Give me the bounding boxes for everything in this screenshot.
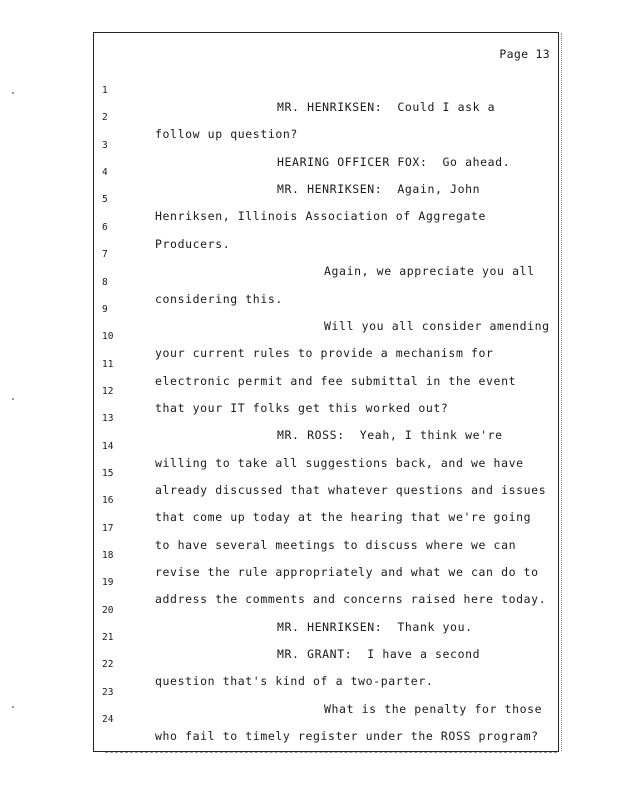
line-number: 22 <box>102 659 114 670</box>
transcript-line <box>94 423 558 470</box>
transcript-line <box>94 67 558 114</box>
line-number: 10 <box>102 331 114 342</box>
line-text: What is the penalty for those <box>324 702 543 716</box>
transcript-line <box>94 149 558 196</box>
scan-speck <box>12 706 14 708</box>
line-text: revise the rule appropriately and what we can do to <box>155 565 539 579</box>
line-text: Again, we appreciate you all <box>324 264 535 278</box>
page-frame <box>93 32 559 752</box>
line-number: 12 <box>102 386 114 397</box>
transcript-line <box>94 259 558 306</box>
line-number: 18 <box>102 550 114 561</box>
line-number: 3 <box>102 140 108 151</box>
line-number: 2 <box>102 112 108 123</box>
line-text: Will you all consider amending <box>324 319 550 333</box>
line-number: 6 <box>102 222 108 233</box>
transcript-line <box>94 231 558 278</box>
transcript-line <box>94 313 558 360</box>
line-number: 5 <box>102 194 108 205</box>
line-text: considering this. <box>155 292 283 306</box>
transcript-line <box>94 286 558 333</box>
transcript-line <box>94 614 558 661</box>
line-text: address the comments and concerns raised here today. <box>155 592 547 606</box>
line-text: MR. HENRIKSEN: Thank you. <box>277 620 473 634</box>
line-number: 13 <box>102 413 114 424</box>
line-text: Producers. <box>155 237 231 251</box>
line-number: 23 <box>102 687 114 698</box>
transcript-line <box>94 450 558 497</box>
line-text: that your IT folks get this worked out? <box>155 401 449 415</box>
line-text: MR. ROSS: Yeah, I think we're <box>277 428 503 442</box>
line-number: 11 <box>102 359 114 370</box>
line-text: who fail to timely register under the ROSS program? <box>155 729 539 743</box>
line-number: 17 <box>102 523 114 534</box>
line-number: 15 <box>102 468 114 479</box>
transcript-line <box>94 669 558 716</box>
scan-speck <box>12 92 14 94</box>
transcript-line <box>94 696 558 743</box>
transcript-line <box>94 176 558 223</box>
line-number: 19 <box>102 577 114 588</box>
transcript-line <box>94 532 558 579</box>
transcript-line <box>94 204 558 251</box>
line-number: 24 <box>102 714 114 725</box>
line-number: 16 <box>102 495 114 506</box>
line-text: that come up today at the hearing that we're going <box>155 510 532 524</box>
scan-edge <box>105 752 557 753</box>
line-number: 9 <box>102 304 108 315</box>
line-number: 4 <box>102 167 108 178</box>
line-text: MR. GRANT: I have a second <box>277 647 481 661</box>
line-text: to have several meetings to discuss where we can <box>155 538 517 552</box>
scan-speck <box>12 398 14 400</box>
line-text: MR. HENRIKSEN: Could I ask a <box>277 100 496 114</box>
transcript-line <box>94 505 558 552</box>
line-number: 8 <box>102 277 108 288</box>
line-text: willing to take all suggestions back, and we have <box>155 456 524 470</box>
line-text: Henriksen, Illinois Association of Aggregate <box>155 209 487 223</box>
transcript-line <box>94 341 558 388</box>
line-number: 1 <box>102 85 108 96</box>
page-number: Page 13 <box>499 47 550 61</box>
line-number: 7 <box>102 249 108 260</box>
line-text: your current rules to provide a mechanism for <box>155 346 494 360</box>
transcript-line <box>94 587 558 634</box>
line-number: 21 <box>102 632 114 643</box>
transcript-line <box>94 395 558 442</box>
line-text: HEARING OFFICER FOX: Go ahead. <box>277 155 511 169</box>
transcript-line <box>94 477 558 524</box>
line-text: question that's kind of a two-parter. <box>155 674 434 688</box>
transcript-line <box>94 559 558 606</box>
line-text: electronic permit and fee submittal in the event <box>155 374 517 388</box>
line-number: 14 <box>102 441 114 452</box>
line-text: follow up question? <box>155 127 298 141</box>
line-number: 20 <box>102 605 114 616</box>
transcript-line <box>94 122 558 169</box>
line-text: MR. HENRIKSEN: Again, John <box>277 182 481 196</box>
transcript-line <box>94 94 558 141</box>
transcript-line <box>94 641 558 688</box>
line-text: already discussed that whatever questions and issues <box>155 483 547 497</box>
transcript-line <box>94 368 558 415</box>
